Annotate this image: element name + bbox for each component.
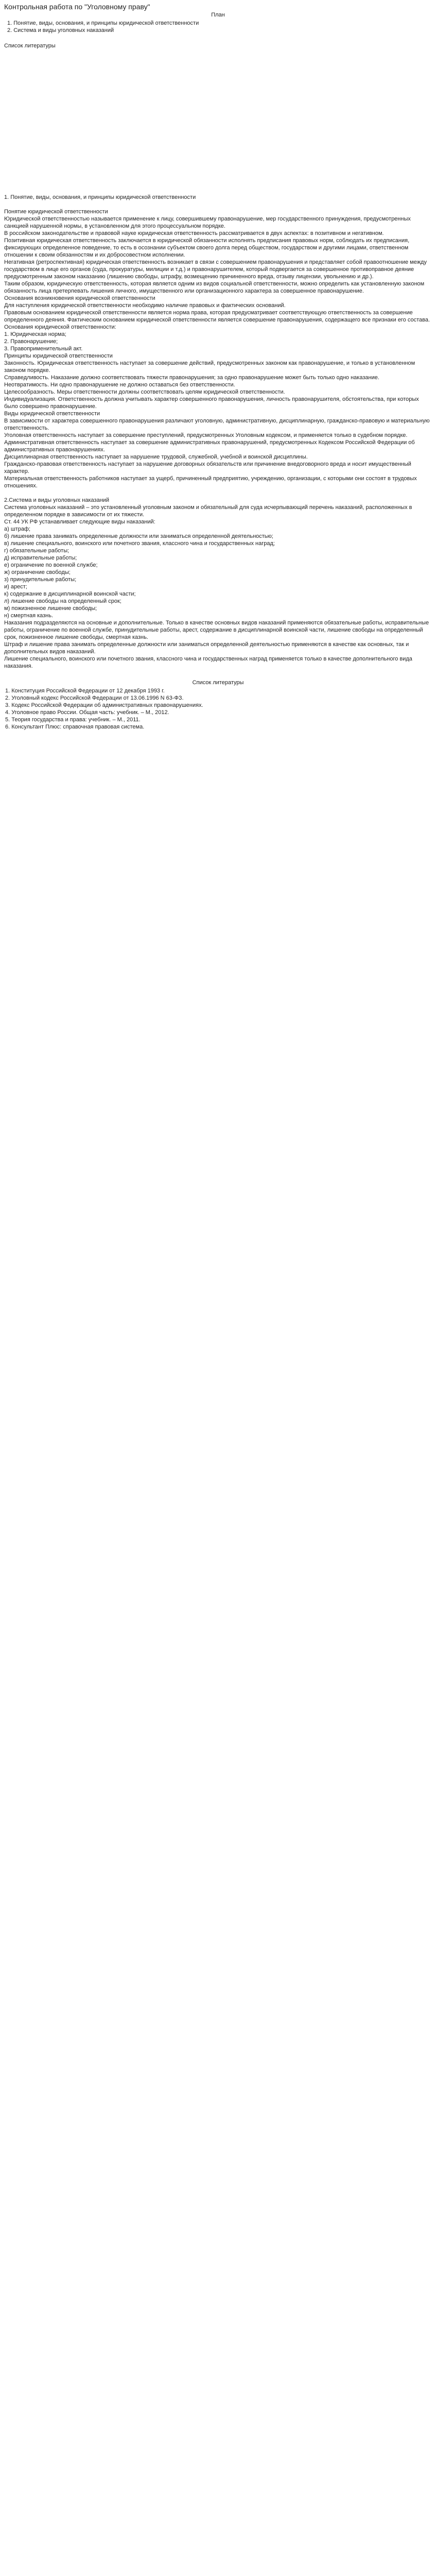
toc-refs-label: Список литературы [4, 43, 56, 49]
reference-item: 6. Консультант Плюс: справочная правовая система. [5, 724, 145, 730]
paragraph: Неотвратимость. Ни одно правонарушение не должно оставаться без ответственности. [4, 382, 235, 388]
paragraph: н) смертная казнь. [4, 613, 54, 619]
paragraph: Штраф и лишение права занимать определенные должности или заниматься определенной деятельностью применяются в качестве как основных, так и дополнительных видов наказаний. [4, 641, 409, 655]
paragraph: м) пожизненное лишение свободы; [4, 605, 97, 612]
paragraph: 2. Правонарушение; [4, 338, 58, 345]
paragraph: г) обязательные работы; [4, 548, 69, 554]
paragraph: Материальная ответственность работников наступает за ущерб, причиненный предприятию, учреждению, организации, с которыми они состоят в трудовых отношениях. [4, 476, 417, 489]
toc-item: 1. Понятие, виды, основания, и принципы юридической ответственности [7, 20, 199, 26]
paragraph: Целесообразность. Меры ответственности должны соответствовать целям юридической ответственности. [4, 389, 285, 395]
paragraph: В российском законодательстве и правовой науке юридическая ответственность рассматривается в двух аспектах: в позитивном и негативном. [4, 230, 384, 236]
section-heading: 2.Система и виды уголовных наказаний [4, 497, 110, 503]
paragraph: д) исправительные работы; [4, 555, 77, 561]
paragraph: Виды юридической ответственности [4, 411, 100, 417]
references-title: Список литературы [192, 680, 244, 686]
paragraph: в) лишение специального, воинского или почетного звания, классного чина и государственных наград; [4, 540, 275, 547]
document-page [0, 3, 436, 2576]
paragraph: Законность. Юридическая ответственность наступает за совершение действий, предусмотренных законом как правонарушение, и только в установленном законом порядке. [4, 360, 415, 374]
section-body [4, 504, 433, 670]
section-2 [3, 497, 433, 670]
paragraph: Наказания подразделяются на основные и дополнительные. Только в качестве основных видов наказаний применяются обязательные работы, исправительные работы, ограничение по военной службе, принудительные работы, арест, содержание в дисциплинарной воинской части, лишение свободы на определенный срок, пожизненное лишение свободы, смертная казнь. [4, 620, 429, 640]
references-list [5, 687, 433, 731]
paragraph: Уголовная ответственность наступает за совершение преступлений, предусмотренных Уголовным кодексом, и применяется только в судебном порядке. [4, 432, 408, 438]
reference-item: 3. Кодекс Российской Федерации об административных правонарушениях. [5, 702, 203, 708]
paragraph: Таким образом, юридическую ответственность, которая является одним из видов социальной ответственности, можно определить как установленную законом обязанность лица претерпевать лишения личного, имущественного или организационного характера за совершенное правонарушение. [4, 281, 425, 294]
paragraph: Позитивная юридическая ответственность заключается в юридической обязанности исполнять предписания правовых норм, соблюдать их предписания, фиксирующих определенное поведение, то есть в осознании субъектом своего долга перед обществом, государством и другими лицами, ответственном отношении к своим обязанностям и их добросовестном исполнении. [4, 238, 410, 258]
paragraph: Понятие юридической ответственности [4, 209, 108, 215]
section-body [4, 208, 433, 489]
paragraph: Правовым основанием юридической ответственности является норма права, которая предусматривает соответствующую ответственность за совершение определенного деяния. Фактическим основанием юридической ответственности является совершение правонарушения, содержащего все признаки его состава. [4, 310, 430, 323]
paragraph: Основания возникновения юридической ответственности [4, 295, 155, 301]
paragraph: Система уголовных наказаний – это установленный уголовным законом и обязательный для суда исчерпывающий перечень наказаний, расположенных в определенном порядке в зависимости от их тяжести. [4, 504, 412, 518]
paragraph: б) лишение права занимать определенные должности или заниматься определенной деятельностью; [4, 533, 273, 539]
paragraph: а) штраф; [4, 526, 31, 532]
paragraph: Для наступления юридической ответственности необходимо наличие правовых и фактических оснований. [4, 302, 286, 309]
paragraph: к) содержание в дисциплинарной воинской части; [4, 591, 136, 597]
paragraph: Гражданско-правовая ответственность наступает за нарушение договорных обязательств или причинение внедоговорного вреда и носит имущественный характер. [4, 461, 411, 474]
paragraph: В зависимости от характера совершенного правонарушения различают уголовную, административную, дисциплинарную, гражданско-правовую и материальную ответственность. [4, 418, 430, 431]
paragraph: 1. Юридическая норма; [4, 331, 66, 337]
document-title: Контрольная работа по "Уголовному праву" [4, 3, 150, 11]
paragraph: Справедливость. Наказание должно соответствовать тяжести правонарушения; за одно правонарушение может быть только одно наказание. [4, 375, 379, 381]
paragraph: Негативная (ретроспективная) юридическая ответственность возникает в связи с совершением правонарушения и представляет собой правоотношение между государством в лице его органов (суда, прокуратуры, милиции и т.д.) и правонарушителем, который подвергается за совершенное противоправное деяние предусмотренным законом наказанию (лишению свободы, штрафу, возмещению причиненного вреда, отзыву лицензии, увольнению и др.). [4, 259, 427, 280]
paragraph: 3. Правоприменительный акт. [4, 346, 83, 352]
table-of-contents [7, 20, 433, 34]
section-1 [3, 194, 433, 489]
paragraph: Принципы юридической ответственности [4, 353, 113, 359]
paragraph: Ст. 44 УК РФ устанавливает следующие виды наказаний: [4, 519, 155, 525]
paragraph: Дисциплинарная ответственность наступает за нарушение трудовой, служебной, учебной и воинской дисциплины. [4, 454, 308, 460]
paragraph: Индивидуализация. Ответственность должна учитывать характер совершенного правонарушения, личность правонарушителя, обстоятельства, при которых было совершено правонарушение. [4, 396, 419, 410]
paragraph: з) принудительные работы; [4, 577, 77, 583]
toc-item: 2. Система и виды уголовных наказаний [7, 27, 114, 33]
toc-label: План [211, 12, 225, 18]
reference-item: 2. Уголовный кодекс Российской Федерации от 13.06.1996 N 63-ФЗ. [5, 695, 184, 701]
reference-item: 4. Уголовное право России. Общая часть: учебник. – М., 2012. [5, 709, 169, 716]
paragraph: Административная ответственность наступает за совершение административных правонарушений, предусмотренных Кодексом Российской Федерации об административных правонарушениях. [4, 439, 415, 453]
reference-item: 5. Теория государства и права: учебник. – М., 2011. [5, 717, 141, 723]
paragraph: е) ограничение по военной службе; [4, 562, 98, 568]
reference-item: 1. Конституция Российской Федерации от 12 декабря 1993 г. [5, 688, 165, 694]
paragraph: Юридической ответственностью называется применение к лицу, совершившему правонарушение, мер государственного принуждения, предусмотренных санкцией нарушенной нормы, в установленном для этого процессуальном порядке. [4, 216, 411, 229]
section-heading: 1. Понятие, виды, основания, и принципы юридической ответственности [4, 194, 196, 200]
paragraph: Основания юридической ответственности: [4, 324, 116, 330]
paragraph: и) арест; [4, 584, 27, 590]
paragraph: л) лишение свободы на определенный срок; [4, 598, 121, 604]
paragraph: ж) ограничение свободы; [4, 569, 71, 575]
paragraph: Лишение специального, воинского или почетного звания, классного чина и государственных наград применяется только в качестве дополнительного вида наказания. [4, 656, 412, 669]
